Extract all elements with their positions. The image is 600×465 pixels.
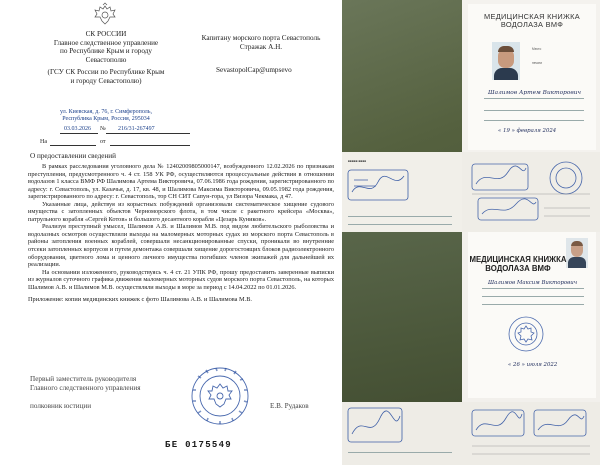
number-prefix: № [100,126,106,132]
handwritten-date: « 19 » февраля 2024 [498,128,557,134]
portrait-photo [492,42,520,80]
body-paragraph: В рамках расследования уголовного дела № 12402009805000147, возбужденного 12.02.2026 по признакам преступления, предусмотренного ч. 4 ст. 158 УК РФ, осуществляются процессуальные действия в отношении водолазов 1 класса ВМФ РФ Шалимова Артема Викторовича, 07.06.1986 года рождения, зарегистрированного по адресу: г. Севастополь, ул. Казачья, д. 17, кв. 48, и Шалимова Максима Викторовича, 09.05.1982 года рождения, зарегистрированного по адресу: г. Севастополь, тор СН СИТ Сапун-гора, ул Визора Чекмака, д 47. [28,163,334,201]
stamp-mark-icon [346,168,412,204]
addressee-line2: Стражак А.Н. [239,42,283,51]
body-paragraph: На основании изложенного, руководствуясь ч. 4 ст. 21 УПК РФ, прошу предоставить заверенные выписки из журналов суточного графика движения маломерных моторных судов морского порта Севастополь, на которых Шалимов А.В. и Шалимов М.В. осуществляли выходы в море за период с 14.04.2022 по 01.01.2026. [28,268,334,291]
addressee-email: SevastopolCap@umpsevo [216,66,292,74]
booklet-photo-green-top: ■■■■■ ■■■■ [342,0,462,232]
portrait-photo [566,238,588,268]
eagle-emblem-icon [92,2,118,28]
org-address1: ул. Киевская, д. 76, г. Симферополь, [59,109,153,115]
letter-body [28,163,334,304]
card-title-line1: МЕДИЦИНСКАЯ КНИЖКА [469,255,567,264]
letter-number: 216/31-267497 [118,126,155,132]
stamp-mark-icon [346,406,406,446]
signatory-title1: Первый заместитель руководителя [30,375,137,383]
serial-number: БЕ 0175549 [165,440,233,450]
photo-label: Место [532,47,542,51]
letter-subject: О предоставлении сведений [30,152,116,160]
official-seal-icon [190,366,250,426]
org-abbr1: (ГСУ СК России по Республике Крым [47,68,165,77]
body-paragraph: Реализуя преступный умысел, Шалимов А.В. и Шалимов М.В. под видом любительского рыболовства и водолазных осмотров осуществляли выходы на маломерных моторных судах из морского порта Севастополь в районы затопления военных кораблей, совершали несанкционированные спуски, проникали во внутренние отсеки затопленных корпусов и путем демонтажа совершали хищение дорогостоящих блоков радиоэлектронного оборудования, цветного лома и ценного личного имущества погибших членов экипажей для дальнейшей их реализации. [28,223,334,269]
medical-book-card-bottom [462,232,600,465]
on-from-label: от [100,139,106,145]
medical-book-card-top [462,0,600,232]
letter-date: 03.03.2026 [64,126,91,132]
org-address2: Республика Крым, Россия, 295034 [62,116,150,122]
stamp-mark-icon [496,314,556,354]
attachment-line: Приложение: копии медицинских книжек с фото Шалимова А.В. и Шалимова М.В. [28,296,252,304]
card-title-line2: ВОДОЛАЗА ВМФ [500,20,564,30]
card-title-line2: ВОДОЛАЗА ВМФ [485,263,551,273]
addressee-line1: Капитану морского порта Севастополь [201,34,321,42]
body-paragraph: Указанные лица, действуя из корыстных побуждений организовали систематическое хищение судового имущества с затопленных объектов Черноморского флота, в том числе с ракетного крейсера «Москва», патрульного корабля «Сергей Котов» и большого десантного корабля «Цезарь Куников». [28,200,334,223]
stamp-mark-icon [468,158,594,226]
booklet-photo-green-bottom [342,232,462,465]
org-line3: по Республике Крым и городу [59,47,153,56]
card-title-line1: МЕДИЦИНСКАЯ КНИЖКА [484,12,580,21]
signatory-title2: Главного следственного управления [30,383,141,392]
photo-label2: печати [532,61,542,65]
handwritten-date: « 26 » июля 2022 [508,362,558,368]
on-label: На [40,139,47,145]
org-address [20,109,192,123]
addressee [186,34,336,51]
card-title [468,256,568,274]
signatory-name: Е.В. Рудаков [270,402,309,410]
org-header [20,30,192,86]
handwritten-name: Шалимов Артем Викторович [488,90,582,96]
signatory-rank: полковник юстиции [30,402,92,410]
org-line1: СК РОССИИ [85,30,127,38]
card-title [468,13,596,30]
handwritten-name: Шалимов Максим Викторович [488,280,578,286]
signatory-title [30,375,141,392]
org-line4: Севастополю [85,55,127,64]
org-abbr2: и городу Севастополю) [70,76,142,85]
stamp-mark-icon [468,406,594,462]
org-line2: Главное следственное управление [53,38,159,47]
